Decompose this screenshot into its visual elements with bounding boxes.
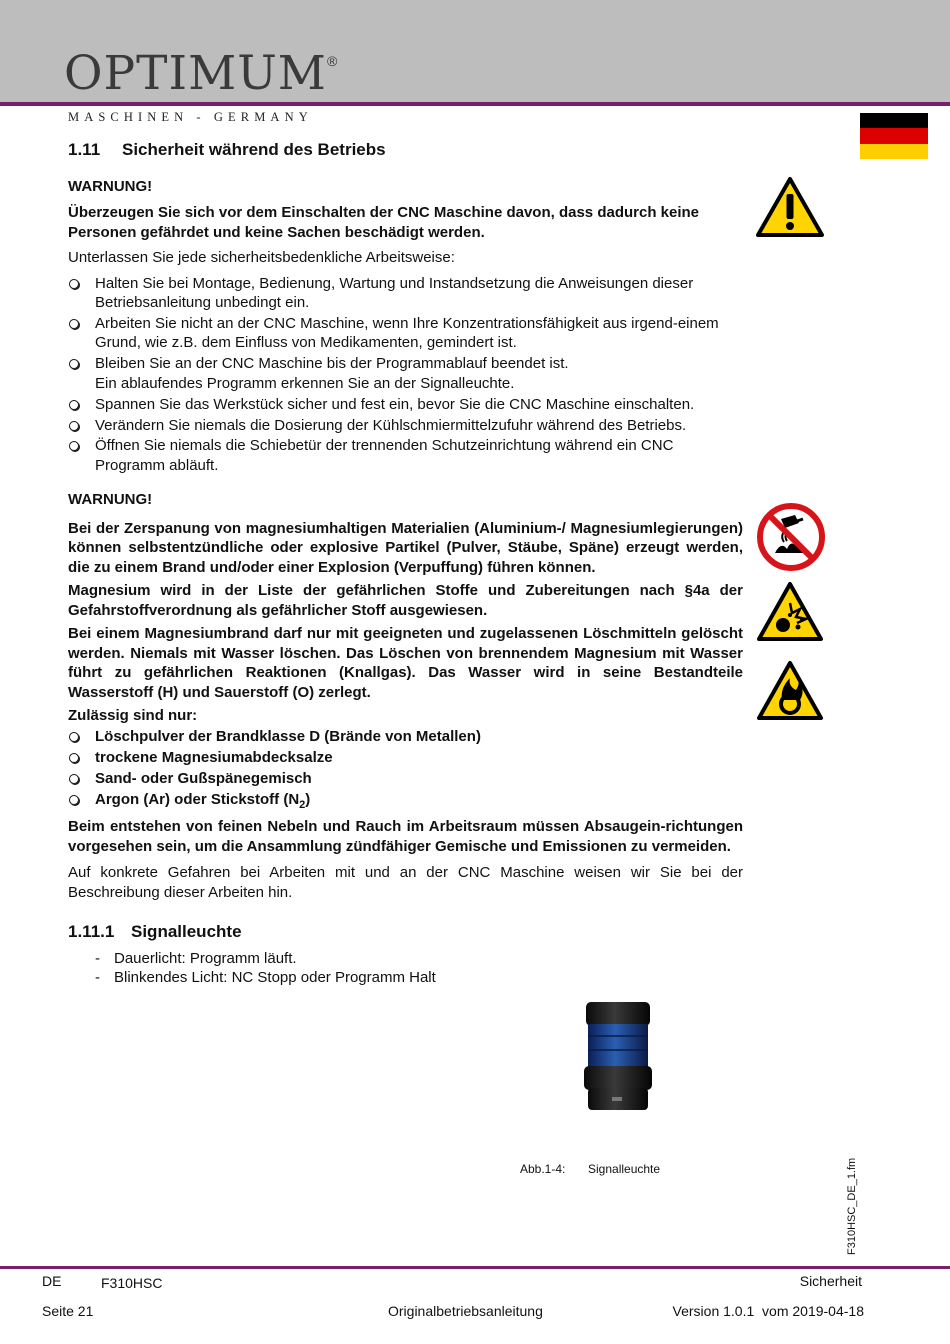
footer-language: DE [42, 1273, 62, 1289]
header-divider [0, 102, 950, 106]
footer-version: Version 1.0.1 vom 2019-04-18 [672, 1303, 864, 1319]
warning-label: WARNUNG! [68, 177, 153, 195]
footer-document-type: Originalbetriebsanleitung [388, 1303, 543, 1319]
list-item: Spannen Sie das Werkstück sicher und fest ein, bevor Sie die CNC Maschine einschalten. [68, 395, 743, 415]
brand-logo: OPTIMUM® [64, 46, 339, 101]
no-water-extinguish-icon [757, 503, 825, 571]
warning-label: WARNUNG! [68, 491, 153, 509]
list-item: Öffnen Sie niemals die Schiebetür der trennenden Schutzeinrichtung während ein CNC Programm abläuft. [68, 436, 743, 475]
magnesium-paragraph: Magnesium wird in der Liste der gefährlichen Stoffe und Zubereitungen nach §4a der Gefahrstoffverordnung als gefährlicher Stoff ausgewiesen. [68, 582, 743, 619]
emissions-paragraph: Beim entstehen von feinen Nebeln und Rauch im Arbeitsraum müssen Absaugein-richtungen vorgesehen sein, um die Ansammlung zündfähiger Gemische und Emissionen zu vermeiden. [68, 818, 743, 855]
warning-text: Überzeugen Sie sich vor dem Einschalten der CNC Maschine davon, dass dadurch keine Personen gefährdet und keine Sachen beschädigt werden. [68, 204, 700, 241]
list-item: - Blinkendes Licht: NC Stopp oder Programm Halt [95, 969, 436, 987]
oxidizing-hazard-icon [756, 660, 824, 721]
footer-page-number: Seite 21 [42, 1303, 94, 1319]
list-item: Sand- oder Gußspänegemisch [68, 769, 743, 789]
figure-caption: Abb.1-4: Signalleuchte [520, 1162, 661, 1176]
main-content [68, 140, 743, 988]
magnesium-paragraph: Bei einem Magnesiumbrand darf nur mit geeigneten und zugelassenen Löschmitteln gelöscht werden. Niemals mit Wasser löschen. Das Löschen von brennendem Magnesium mit Wasser führt zu gefährlichen Reaktionen (Knallgas). Das Wasser wird in seine Bestandteile Wasserstoff (H) und Sauerstoff (O) zerlegt. [68, 625, 743, 701]
section-heading: 1.11 Sicherheit während des Betriebs [68, 140, 386, 159]
intro-text: Unterlassen Sie jede sicherheitsbedenkliche Arbeitsweise: [68, 249, 455, 266]
allowed-label: Zulässig sind nur: [68, 707, 198, 725]
extinguishers-list [68, 727, 743, 815]
german-flag-icon [860, 113, 928, 159]
hazards-paragraph: Auf konkrete Gefahren bei Arbeiten mit und an der CNC Maschine weisen wir Sie bei der Beschreibung dieser Arbeiten hin. [68, 864, 743, 901]
list-item: Bleiben Sie an der CNC Maschine bis der Programmablauf beendet ist. Ein ablaufendes Programm erkennen Sie an der Signalleuchte. [68, 354, 743, 393]
list-item: Löschpulver der Brandklasse D (Brände von Metallen) [68, 727, 743, 747]
footer-model: F310HSC [101, 1275, 163, 1291]
explosive-hazard-icon [756, 581, 824, 642]
list-item: Halten Sie bei Montage, Bedienung, Wartung und Instandsetzung die Anweisungen dieser Betriebsanleitung unbedingt ein. [68, 274, 743, 313]
signal-light-list [68, 949, 743, 988]
footer-section: Sicherheit [799, 1273, 862, 1289]
list-item: Argon (Ar) oder Stickstoff $(N_2)$ [68, 790, 743, 816]
subsection-heading: 1.11.1 Signalleuchte [68, 922, 242, 942]
list-item: trockene Magnesiumabdecksalze [68, 748, 743, 768]
signal-light-image [576, 1000, 660, 1115]
footer-divider [0, 1266, 950, 1269]
warning-triangle-icon [755, 176, 825, 238]
list-item: - Dauerlicht: Programm läuft. [95, 949, 297, 967]
list-item: Verändern Sie niemals die Dosierung der Kühlschmiermittelzufuhr während des Betriebs. [68, 416, 743, 436]
list-item: Arbeiten Sie nicht an der CNC Maschine, wenn Ihre Konzentrationsfähigkeit aus irgend-einem Grund, wie z.B. dem Einfluss von Medikamenten, gemindert ist. [68, 314, 743, 353]
safety-rules-list [68, 274, 743, 476]
brand-tagline: MASCHINEN - GERMANY [68, 110, 313, 124]
source-filename: F310HSC_DE_1.fm [846, 1157, 858, 1255]
magnesium-paragraph: Bei der Zerspanung von magnesiumhaltigen Materialien (Aluminium-/ Magnesiumlegierungen) können selbstentzündliche oder explosive Partikel (Pulver, Stäube, Späne) erzeugt werden, die zu einem Brand und/oder einer Explosion (Verpuffung) führen können. [68, 519, 743, 576]
